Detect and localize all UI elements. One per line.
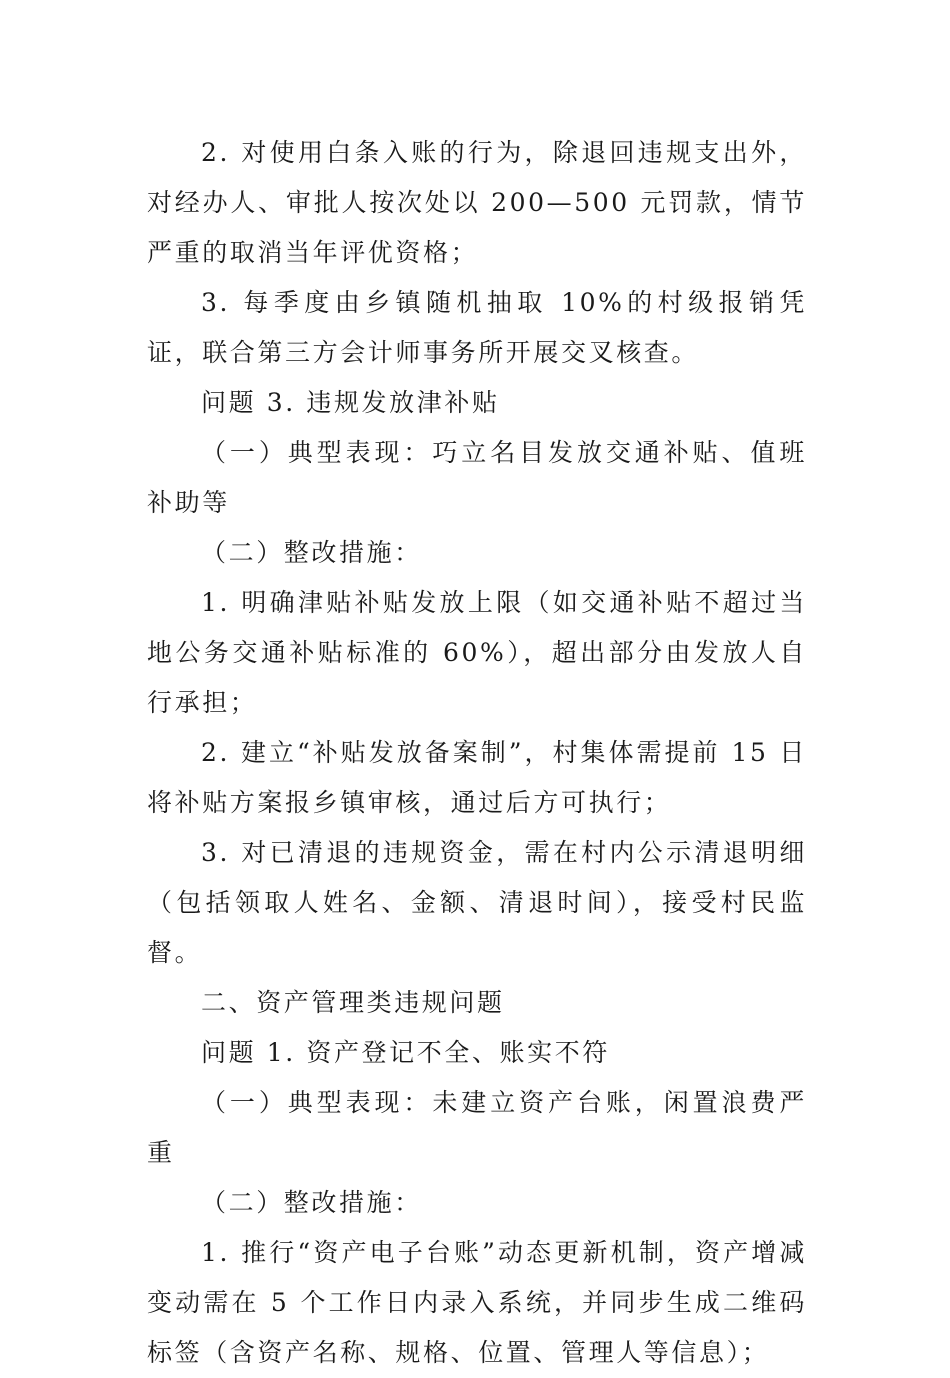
heading-issue-1-asset-registration: 问题 1. 资产登记不全、账实不符 <box>201 1038 610 1067</box>
heading-rectification-measures-allowances: （二）整改措施： <box>201 538 422 567</box>
paragraph-electronic-asset-ledger: 1. 推行“资产电子台账”动态更新机制，资产增减变动需在 5 个工作日内录入系统，并同步生成二维码标签（含资产名称、规格、位置、管理人等信息）； <box>147 1238 807 1367</box>
paragraph-refund-disclosure: 3. 对已清退的违规资金，需在村内公示清退明细（包括领取人姓名、金额、清退时间），接受村民监督。 <box>147 838 807 967</box>
paragraph-typical-manifestation-allowances: （一）典型表现：巧立名目发放交通补贴、值班补助等 <box>147 438 807 517</box>
heading-rectification-measures-assets: （二）整改措施： <box>201 1188 422 1217</box>
paragraph-quarterly-sampling: 3. 每季度由乡镇随机抽取 10%的村级报销凭证，联合第三方会计师事务所开展交叉核查。 <box>147 288 807 367</box>
paragraph-white-slip-penalty: 2. 对使用白条入账的行为，除退回违规支出外，对经办人、审批人按次处以 200—500 元罚款，情节严重的取消当年评优资格； <box>147 138 807 267</box>
heading-issue-3-allowances: 问题 3. 违规发放津补贴 <box>201 388 500 417</box>
paragraph-allowance-cap: 1. 明确津贴补贴发放上限（如交通补贴不超过当地公务交通补贴标准的 60%），超出部分由发放人自行承担； <box>147 588 807 717</box>
document-body <box>147 128 807 1378</box>
paragraph-typical-manifestation-assets: （一）典型表现：未建立资产台账，闲置浪费严重 <box>147 1088 807 1167</box>
heading-section-asset-management: 二、资产管理类违规问题 <box>201 988 505 1017</box>
paragraph-allowance-filing: 2. 建立“补贴发放备案制”，村集体需提前 15 日将补贴方案报乡镇审核，通过后方可执行； <box>147 738 807 817</box>
